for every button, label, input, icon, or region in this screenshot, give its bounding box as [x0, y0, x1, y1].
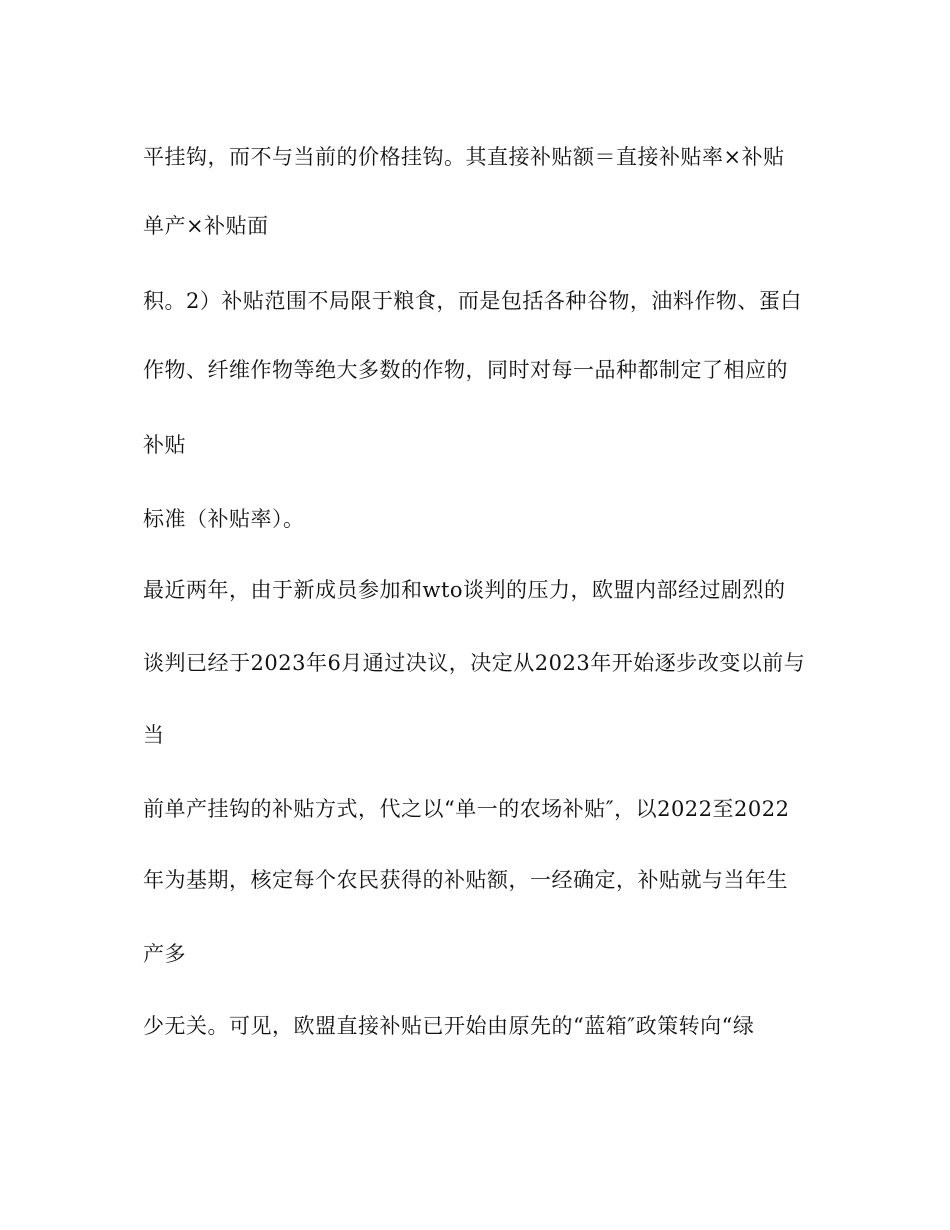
text-line: 最近两年，由于新成员参加和wto谈判的压力，欧盟内部经过剧烈的 — [143, 578, 786, 602]
text-line: 作物、纤维作物等绝大多数的作物，同时对每一品种都制定了相应的 — [143, 358, 788, 382]
text-line: 年为基期，核定每个农民获得的补贴额，一经确定，补贴就与当年生 — [143, 868, 788, 892]
text-line: 前单产挂钩的补贴方式，代之以“单一的农场补贴″，以2022至2022 — [143, 797, 790, 821]
text-line: 当 — [143, 723, 165, 747]
text-line: 平挂钩，而不与当前的价格挂钩。其直接补贴额＝直接补贴率×补贴 — [143, 145, 785, 169]
text-line: 积。2）补贴范围不局限于粮食，而是包括各种谷物，油料作物、蛋白 — [143, 289, 802, 313]
text-line: 少无关。可见，欧盟直接补贴已开始由原先的“蓝箱″政策转向“绿 — [143, 1014, 755, 1038]
text-line: 谈判已经于2023年6月通过决议，决定从2023年开始逐步改变以前与 — [143, 651, 806, 675]
text-line: 产多 — [143, 942, 186, 966]
text-line: 标准（补贴率）。 — [143, 507, 305, 531]
text-line: 单产×补贴面 — [143, 214, 269, 238]
text-line: 补贴 — [143, 433, 186, 457]
